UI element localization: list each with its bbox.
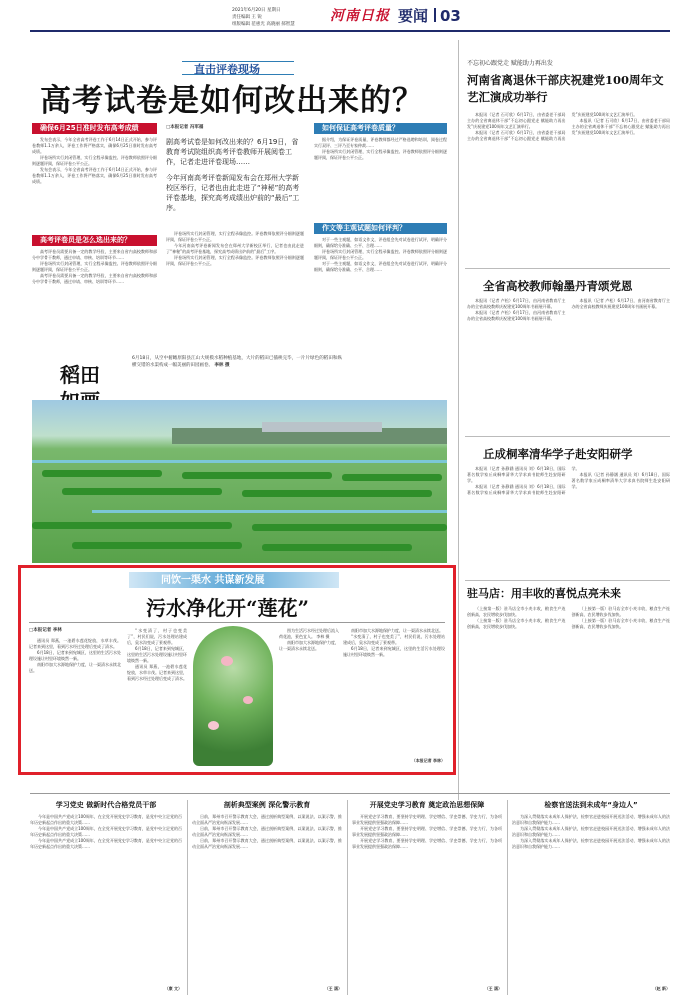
bottom-sign-2: （王 涵）: [324, 986, 342, 991]
right-kicker: 不忘初心跟党走 赋能助力再出发: [467, 60, 553, 67]
feature-col1: 通讯员 郑燕，一池碧水莲花绽放，水草丰茂。记者来到这里，看到污水经过处理后变成了清水。 6月18日，记者来到宛城区，这里的生活污水处理设施让村里环境焕然一新。 南阳市加大水源地保护力度，让一渠清水永续北送。: [29, 638, 121, 673]
feature-col3: 南阳市加大水源地保护力度，让一渠清水永续北送。 “水变清了，村子也变美了”，村民们说，污水处理站建成后，臭水沟变成了景观带。 6月18日，记者来到宛城区，这里的生活污水处理设施让村里环境焕然一新。: [343, 628, 445, 657]
lotus-flower-icon: [221, 656, 233, 666]
right-column-divider: [458, 40, 459, 800]
field-row-7: [252, 524, 447, 531]
photo-story: [32, 345, 447, 563]
field-row-3: [342, 474, 442, 481]
feature-byline: □本报记者 李林: [29, 628, 62, 633]
masthead-rule: [30, 30, 670, 32]
masthead-staff: 组版编辑 范惠光 高晓丽 郝智慧: [232, 22, 295, 27]
box2-text: 据介绍，为保证评卷质量，评卷教师都经过严格选聘和培训，阅卷过程实行双评、三评乃至专家仲裁…… 评卷场所实行封闭管理，实行全程录像监控。评卷教师依照评分细则逐题评阅，保证评卷公平公正。: [314, 137, 447, 160]
field-row-5: [242, 490, 432, 497]
feature-kicker: 同饮一渠水 共谋新发展: [161, 575, 265, 586]
field-row-4: [62, 488, 222, 495]
lotus-flower-icon: [243, 696, 253, 704]
bottom-col-3: [352, 800, 502, 995]
bottom-sign-1: （康 文）: [164, 986, 182, 991]
page-divider: [434, 8, 436, 22]
newspaper-logo: 河南日报: [330, 8, 390, 24]
right-headline-4: 驻马店：用丰收的喜悦点亮未来: [467, 587, 621, 600]
right-article-1: 本报讯（记者 石可欣）6月17日，由省委老干部局主办的全省离退休干部“不忘初心跟党走 赋能助力再出发”庆祝建党100周年文艺汇演举行。 本报讯（记者 石可欣）6月17日，由省委老干部局主办的全省离退休干部“不忘初心跟党走 赋能助力再出发”庆祝建党100周年文艺汇演举行。 本报讯（记者 石可欣）6月17日，由省委老干部局主办的全省离退休干部“不忘初心跟党走 赋能助力再出发”庆祝建党100周年文艺汇演举行。: [467, 112, 670, 141]
box3-text: 高考评卷员需要具备一定的教学经验，主要来自省内高校教师和部分中学骨干教师，通过申请、审核、培训等环节…… 评卷场所实行封闭管理，实行全程录像监控。评卷教师依照评分细则逐题评阅，保证评卷公平公正。 高考评卷员需要具备一定的教学经验，主要来自省内高校教师和部分中学骨干教师，通过申请、审核、培训等环节……: [32, 249, 157, 284]
field-row-9: [262, 544, 412, 551]
masthead: [0, 0, 691, 44]
bottom-title-4: 检察官送法到未成年“身边人”: [544, 801, 638, 809]
lead-headline: 高考试卷是如何改出来的？: [40, 83, 424, 119]
right-rule-1: [465, 268, 670, 269]
canal-1: [32, 460, 447, 463]
lead-kicker: 直击评卷现场: [194, 63, 260, 76]
masthead-date: 2021年6月20日 星期日: [232, 8, 281, 13]
bottom-text-4: 为深入贯彻落实未成年人保护法，检察官走进校园开展送法活动，增强未成年人的法治意识和自我保护能力…… 为深入贯彻落实未成年人保护法，检察官走进校园开展送法活动，增强未成年人的法治意识和自我保护能力…… 为深入贯彻落实未成年人保护法，检察官走进校园开展送法活动，增强未成年人的法治意识和自我保护能力……: [512, 814, 670, 849]
bottom-rule: [30, 793, 670, 794]
bottom-col-4: [512, 800, 670, 995]
box1-heading: 确保6月25日准时发布高考成绩: [32, 123, 157, 134]
lotus-photo: [193, 626, 273, 766]
bottom-text-2: 日前，郑州市召开警示教育大会，通过剖析典型案例，以案说法、以案示警，推动全面从严治党向纵深发展…… 日前，郑州市召开警示教育大会，通过剖析典型案例，以案说法、以案示警，推动全面从严治党向纵深发展…… 日前，郑州市召开警示教育大会，通过剖析典型案例，以案说法、以案示警，推动全面从严治党向纵深发展……: [192, 814, 342, 849]
section-name: 要闻: [398, 7, 429, 25]
canal-2: [92, 510, 447, 513]
right-headline-1: 河南省离退休干部庆祝建党100周年文艺汇演成功举行: [467, 73, 664, 104]
right-column: [465, 50, 670, 795]
village-houses: [262, 422, 382, 432]
feature-signoff: （本报记者 李林）: [411, 758, 445, 763]
page-number: 03: [440, 7, 461, 25]
right-headline-2: 全省高校教师翰墨丹青颂党恩: [483, 279, 633, 293]
right-article-4: （上接第一版）驻马店全市小麦丰收，粮食生产连创新高，农民增收步伐加快。 （上接第一版）驻马店全市小麦丰收，粮食生产连创新高，农民增收步伐加快。 （上接第一版）驻马店全市小麦丰收，粮食生产连创新高，农民增收步伐加快。 （上接第一版）驻马店全市小麦丰收，粮食生产连创新高，农民增收步伐加快。: [467, 606, 670, 629]
box4-text: 对于一些主观题，如语文作文，评卷组会先对试卷进行试评，明确评分细则，确保给分准确、公平、合理…… 评卷场所实行封闭管理，实行全程录像监控。评卷教师依照评分细则逐题评阅，保证评卷公平公正。 对于一些主观题，如语文作文，评卷组会先对试卷进行试评，明确评分细则，确保给分准确、公平、合理……: [314, 237, 447, 272]
bottom-text-3: 开展党史学习教育，要坚持学史明理、学史增信、学史崇德、学史力行，为各项事业发展提供坚强政治保障…… 开展党史学习教育，要坚持学史明理、学史增信、学史崇德、学史力行，为各项事业发展提供坚强政治保障…… 开展党史学习教育，要坚持学史明理、学史增信、学史崇德、学史力行，为各项事业发展提供坚强政治保障……: [352, 814, 502, 849]
photo-title-line1: 稻田: [60, 363, 100, 387]
right-headline-3: 丘成桐率清华学子赴安阳研学: [483, 447, 633, 461]
field-row-1: [42, 470, 162, 477]
photo-caption: 6月18日，从空中俯瞰原阳县江山大规模水稻种植基地，大片的稻田已插秧完毕，一片片绿色的稻田和纵横交错的水渠构成一幅美丽的田园画卷。 李林 摄: [132, 356, 342, 368]
bottom-col-1: [30, 800, 182, 995]
lead-middle-text: 评卷场所实行封闭管理，实行全程录像监控。评卷教师依照评分细则逐题评阅，保证评卷公平公正。 今年河南高考评卷新闻发布会在郑州大学新校区举行，记者也由此走进了“神秘”的高考评卷基地，探究高考成绩出炉前的“最后”工序。 评卷场所实行封闭管理，实行全程录像监控。评卷教师依照评分细则逐题评阅，保证评卷公平公正。: [166, 231, 304, 266]
bottom-divider-2: [347, 800, 348, 995]
masthead-editors: 责任编辑 王 锐: [232, 15, 262, 20]
lotus-flower-icon: [208, 721, 219, 730]
bottom-sign-3: （王 涵）: [484, 986, 502, 991]
rice-field-photo: [32, 400, 447, 563]
lead-story: [32, 55, 447, 335]
field-row-6: [32, 522, 232, 529]
right-rule-3: [465, 580, 670, 581]
right-article-2: 本报讯（记者 卢松）6月17日，由河南省教育厅主办的全省高校教师庆祝建党100周年书画展开幕。 本报讯（记者 卢松）6月17日，由河南省教育厅主办的全省高校教师庆祝建党100周年书画展开幕。 本报讯（记者 卢松）6月17日，由河南省教育厅主办的全省高校教师庆祝建党100周年书画展开幕。: [467, 298, 670, 321]
bottom-title-1: 学习党史 做新时代合格党员干部: [55, 801, 157, 809]
field-row-2: [182, 472, 332, 479]
feature-headline: 污水净化开“莲花”: [146, 596, 310, 620]
feature-frame: [18, 565, 456, 775]
bottom-title-3: 开展党史学习教育 奠定政治思想保障: [369, 801, 485, 809]
lead-lede: 剧高考试卷是如何改出来的？6月19日，省教育考试院组织高考评卷教师开展阅卷工作，记者走进评卷现场…… 今年河南高考评卷新闻发布会在郑州大学新校区举行，记者也由此走进了“神秘”的高考评卷基地，探究高考成绩出炉前的“最后”工序。: [166, 138, 300, 212]
feature-photo-caption: 图为生活污水经过处理后流入荷花池，景色宜人。 李林 摄 南阳市加大水源地保护力度，让一渠清水永续北送。: [279, 628, 339, 651]
bottom-divider-1: [187, 800, 188, 995]
right-article-3: 本报讯（记者 孙静涵 通讯员 刘）6月18日，国际著名数学家丘成桐率清华大学求真书院师生赴安阳研学。 本报讯（记者 孙静涵 通讯员 刘）6月18日，国际著名数学家丘成桐率清华大学求真书院师生赴安阳研学。 本报讯（记者 孙静涵 通讯员 刘）6月18日，国际著名数学家丘成桐率清华大学求真书院师生赴安阳研学。: [467, 466, 670, 495]
box4-heading: 作文等主观试题如何评判？: [314, 223, 447, 234]
feature-col2: “水变清了，村子也变美了”，村民们说，污水处理站建成后，臭水沟变成了景观带。 6月18日，记者来到宛城区，这里的生活污水处理设施让村里环境焕然一新。 通讯员 郑燕，一池碧水莲花绽放，水草丰茂。记者来到这里，看到污水经过处理后变成了清水。: [127, 628, 187, 681]
bottom-divider-3: [507, 800, 508, 995]
bottom-text-1: 今年是中国共产党成立100周年，在全党开展党史学习教育，是党中央立足党的百年历史新起点作出的重大决策…… 今年是中国共产党成立100周年，在全党开展党史学习教育，是党中央立足党的百年历史新起点作出的重大决策…… 今年是中国共产党成立100周年，在全党开展党史学习教育，是党中央立足党的百年历史新起点作出的重大决策……: [30, 814, 182, 849]
box2-heading: 如何保证高考评卷质量？: [314, 123, 447, 134]
bottom-sign-4: （赵 新）: [652, 986, 670, 991]
feature-rule: [29, 622, 445, 623]
box3-heading: 高考评卷员是怎么选出来的？: [32, 235, 157, 246]
bottom-title-2: 剖析典型案例 深化警示教育: [223, 801, 311, 809]
lead-byline: □本报记者 冯军福: [166, 125, 204, 130]
box1-text: 发布会表示，今年全省高考评卷工作于6月14日正式开始，参与评卷教师1.1万余人，评卷工作将严格落实，确保6月25日准时发布高考成绩。 评卷场所实行封闭管理，实行全程录像监控。评卷教师依照评分细则逐题评阅，保证评卷公平公正。 发布会表示，今年全省高考评卷工作于6月14日正式开始，参与评卷教师1.1万余人，评卷工作将严格落实，确保6月25日准时发布高考成绩。: [32, 137, 157, 184]
field-row-8: [72, 542, 242, 549]
bottom-col-2: [192, 800, 342, 995]
right-rule-2: [465, 436, 670, 437]
